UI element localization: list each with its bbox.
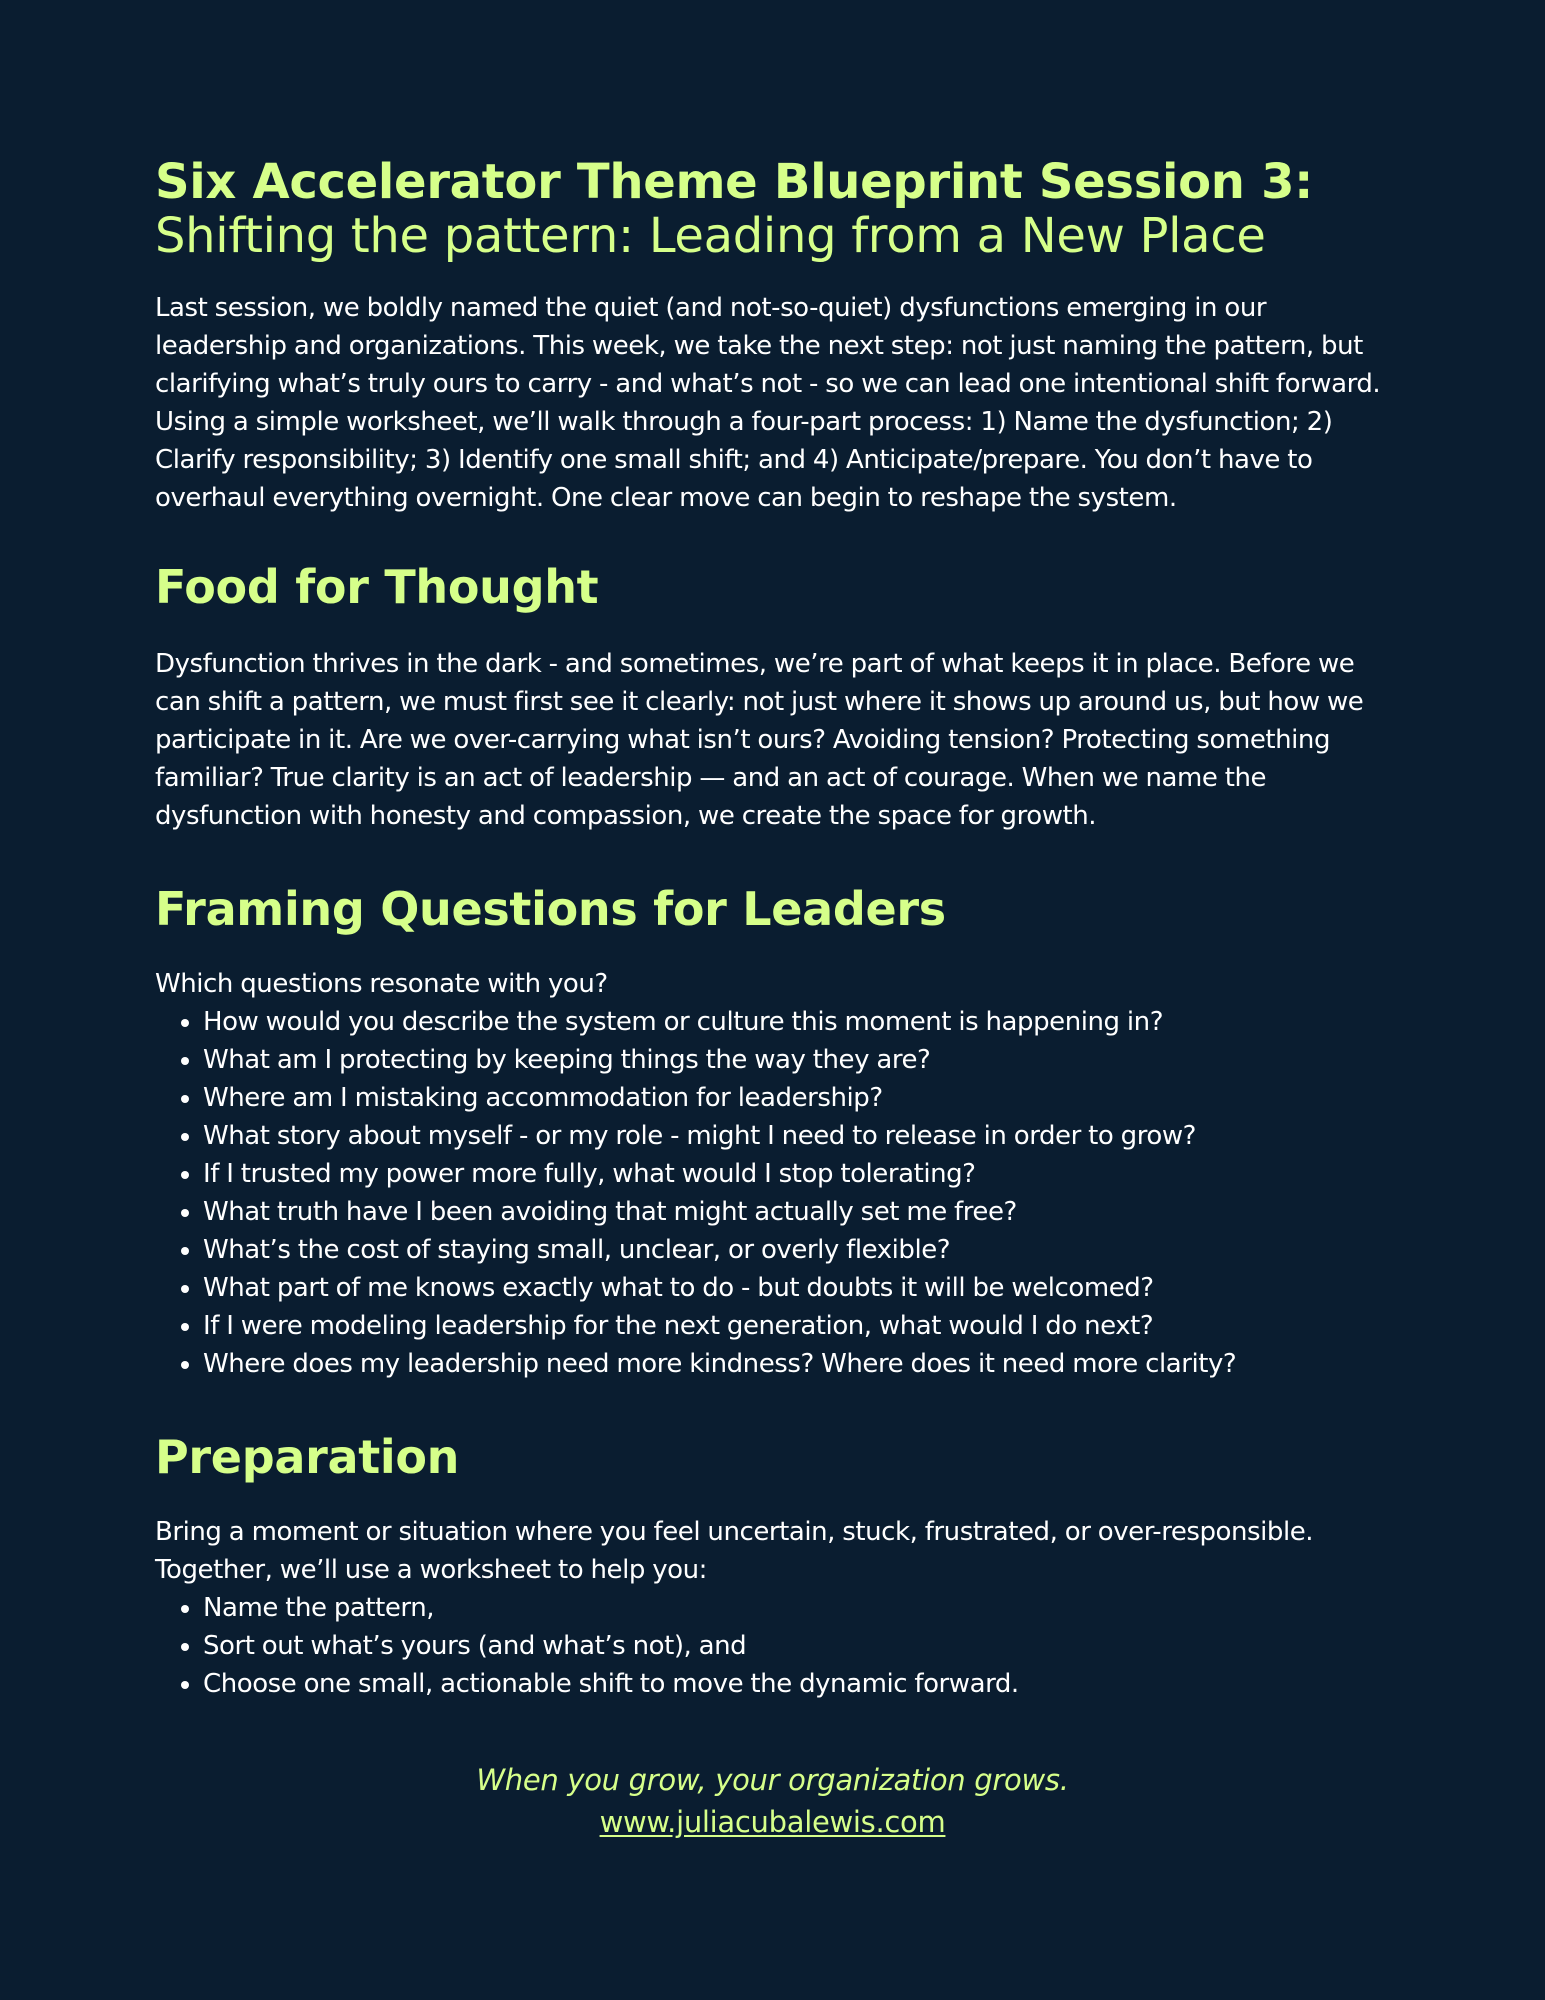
preparation-paragraph: Bring a moment or situation where you feel uncertain, stuck, frustrated, or over-responsible. Together, we’ll use a worksheet to help you: xyxy=(155,1517,1314,1585)
list-item: • What’s the cost of staying small, unclear, or overly flexible? xyxy=(203,1231,1390,1269)
framing-questions-lead: Which questions resonate with you? xyxy=(155,969,608,999)
page-title: Six Accelerator Theme Blueprint Session 3: xyxy=(155,154,1314,210)
preparation-heading: Preparation xyxy=(155,1430,460,1484)
list-item: • If I trusted my power more fully, what would I stop tolerating? xyxy=(203,1155,1390,1193)
list-item: • What part of me knows exactly what to do - but doubts it will be welcomed? xyxy=(203,1269,1390,1307)
footer-tagline: When you grow, your organization grows. xyxy=(476,1763,1069,1797)
list-item: • What am I protecting by keeping things the way they are? xyxy=(203,1041,1390,1079)
framing-questions-heading: Framing Questions for Leaders xyxy=(155,882,946,936)
list-item: • How would you describe the system or culture this moment is happening in? xyxy=(203,1003,1390,1041)
framing-questions-list xyxy=(155,1003,1390,1383)
list-item: • Sort out what’s yours (and what’s not), and xyxy=(203,1627,1390,1665)
food-for-thought-heading: Food for Thought xyxy=(155,560,599,614)
list-item: • What story about myself - or my role - might I need to release in order to grow? xyxy=(203,1117,1390,1155)
footer xyxy=(155,1759,1390,1843)
list-item: • Name the pattern, xyxy=(203,1589,1390,1627)
food-for-thought-paragraph: Dysfunction thrives in the dark - and sometimes, we’re part of what keeps it in place. Before we can shift a pattern, we must first see it clearly: not just where it shows up around us, but how we participate in it. Are we over-carrying what isn’t ours? Avoiding tension? Protecting something familiar? True clarity is an act of leadership — and an act of courage. When we name the dysfunction with honesty and compassion, we create the space for growth. xyxy=(155,649,1364,831)
list-item: • If I were modeling leadership for the next generation, what would I do next? xyxy=(203,1307,1390,1345)
list-item: • Choose one small, actionable shift to move the dynamic forward. xyxy=(203,1665,1390,1703)
page-subtitle: Shifting the pattern: Leading from a New Place xyxy=(155,208,1266,264)
website-link[interactable]: www.juliacubalewis.com xyxy=(599,1805,946,1839)
preparation-list xyxy=(155,1589,1390,1703)
list-item: • What truth have I been avoiding that might actually set me free? xyxy=(203,1193,1390,1231)
list-item: • Where does my leadership need more kindness? Where does it need more clarity? xyxy=(203,1345,1390,1383)
list-item: • Where am I mistaking accommodation for leadership? xyxy=(203,1079,1390,1117)
intro-paragraph: Last session, we boldly named the quiet (and not-so-quiet) dysfunctions emerging in our leadership and organizations. This week, we take the next step: not just naming the pattern, but clarifying what’s truly ours to carry - and what’s not - so we can lead one intentional shift forward. Using a simple worksheet, we’ll walk through a four-part process: 1) Name the dysfunction; 2) Clarify responsibility; 3) Identify one small shift; and 4) Anticipate/prepare. You don’t have to overhaul everything overnight. One clear move can begin to reshape the system. xyxy=(155,293,1381,513)
